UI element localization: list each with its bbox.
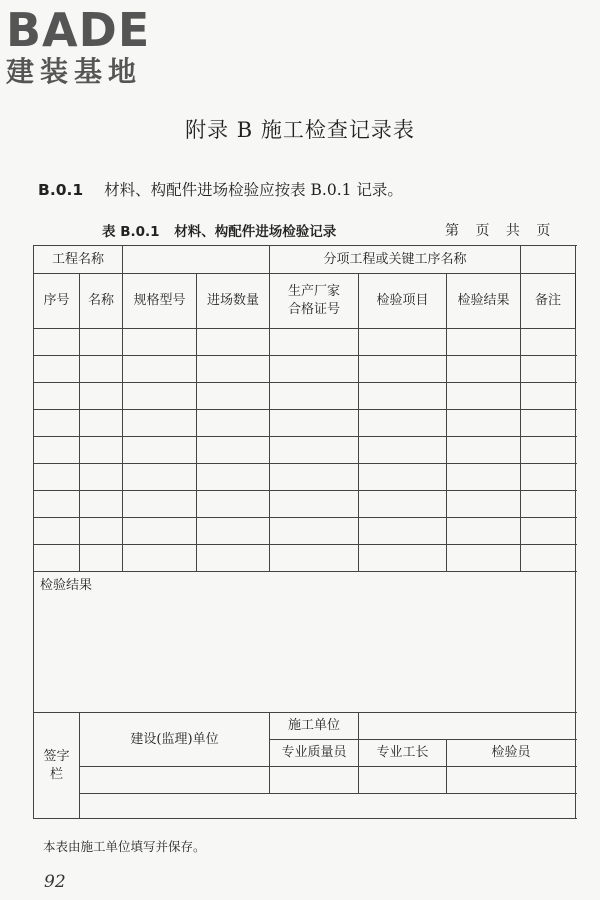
table-cell[interactable]	[521, 437, 576, 464]
table-cell[interactable]	[123, 491, 197, 518]
table-cell[interactable]	[359, 518, 447, 545]
table-cell[interactable]	[80, 437, 123, 464]
clause-paragraph	[38, 178, 403, 200]
signature-row-4	[34, 794, 576, 819]
table-cell[interactable]	[359, 491, 447, 518]
table-cell[interactable]	[123, 545, 197, 572]
project-name-field[interactable]	[123, 246, 270, 274]
table-cell[interactable]	[80, 383, 123, 410]
table-row	[34, 383, 576, 410]
table-cell[interactable]	[270, 518, 359, 545]
header-inspection-item: 检验项目	[359, 274, 447, 329]
logo-subtext: 建装基地	[6, 55, 143, 88]
table-cell[interactable]	[521, 464, 576, 491]
foreman-signature[interactable]	[359, 767, 447, 794]
table-cell[interactable]	[521, 329, 576, 356]
table-cell[interactable]	[80, 329, 123, 356]
table-row	[34, 518, 576, 545]
table-cell[interactable]	[123, 464, 197, 491]
table-row	[34, 464, 576, 491]
signature-date-field[interactable]	[80, 794, 576, 819]
table-cell[interactable]	[34, 545, 80, 572]
table-cell[interactable]	[270, 329, 359, 356]
table-cell[interactable]	[80, 518, 123, 545]
table-cell[interactable]	[34, 356, 80, 383]
bade-logo	[6, 3, 176, 88]
inspection-result-field[interactable]	[34, 572, 576, 713]
clause-number: B.0.1	[38, 181, 84, 199]
table-cell[interactable]	[270, 383, 359, 410]
table-cell[interactable]	[521, 491, 576, 518]
table-cell[interactable]	[447, 383, 521, 410]
signature-label-line2: 栏	[49, 766, 63, 782]
header-remarks: 备注	[521, 274, 576, 329]
table-cell[interactable]	[80, 545, 123, 572]
table-row	[34, 491, 576, 518]
table-cell[interactable]	[447, 410, 521, 437]
table-caption	[102, 220, 336, 240]
signature-label-line1: 签字	[43, 748, 70, 764]
construction-unit-signature[interactable]	[80, 767, 270, 794]
header-manufacturer-line1: 生产厂家	[288, 284, 341, 299]
table-cell[interactable]	[447, 491, 521, 518]
table-cell[interactable]	[447, 518, 521, 545]
table-cell[interactable]	[447, 329, 521, 356]
signature-label	[34, 713, 80, 819]
table-cell[interactable]	[359, 464, 447, 491]
table-cell[interactable]	[34, 329, 80, 356]
table-caption-label: 表 B.0.1	[102, 224, 160, 240]
table-cell[interactable]	[521, 383, 576, 410]
table-cell[interactable]	[447, 356, 521, 383]
table-cell[interactable]	[197, 545, 270, 572]
signature-row-3	[34, 767, 576, 794]
table-cell[interactable]	[447, 464, 521, 491]
footnote: 本表由施工单位填写并保存。	[43, 839, 206, 854]
table-cell[interactable]	[197, 437, 270, 464]
header-quantity: 进场数量	[197, 274, 270, 329]
table-cell[interactable]	[447, 545, 521, 572]
table-cell[interactable]	[359, 383, 447, 410]
table-row	[34, 545, 576, 572]
inspection-result-row	[34, 572, 576, 713]
header-manufacturer	[270, 274, 359, 329]
inspection-result-label: 检验结果	[40, 578, 93, 593]
table-cell[interactable]	[80, 410, 123, 437]
table-row	[34, 437, 576, 464]
inspector-signature[interactable]	[447, 767, 576, 794]
project-name-label: 工程名称	[34, 246, 123, 274]
table-cell[interactable]	[359, 545, 447, 572]
table-cell[interactable]	[359, 437, 447, 464]
contractor-unit-label: 施工单位	[270, 713, 359, 740]
table-cell[interactable]	[521, 356, 576, 383]
inspection-record-table	[33, 245, 576, 819]
table-cell[interactable]	[359, 410, 447, 437]
table-cell[interactable]	[123, 329, 197, 356]
table-cell[interactable]	[197, 383, 270, 410]
table-cell[interactable]	[80, 464, 123, 491]
project-row	[34, 246, 576, 274]
table-cell[interactable]	[270, 410, 359, 437]
header-spec: 规格型号	[123, 274, 197, 329]
inspector-label: 检验员	[447, 740, 576, 767]
table-row	[34, 356, 576, 383]
table-cell[interactable]	[197, 518, 270, 545]
table-cell[interactable]	[270, 437, 359, 464]
quality-officer-signature[interactable]	[270, 767, 359, 794]
table-cell[interactable]	[197, 329, 270, 356]
page-number: 92	[44, 872, 66, 892]
construction-unit-label: 建设(监理)单位	[80, 713, 270, 767]
table-cell[interactable]	[197, 491, 270, 518]
subitem-label: 分项工程或关键工序名称	[270, 246, 521, 274]
logo-text: BADE	[6, 3, 151, 57]
table-cell[interactable]	[80, 491, 123, 518]
data-rows	[34, 329, 576, 572]
table-cell[interactable]	[270, 545, 359, 572]
table-cell[interactable]	[447, 437, 521, 464]
header-name: 名称	[80, 274, 123, 329]
table-caption-title: 材料、构配件进场检验记录	[174, 224, 337, 240]
table-cell[interactable]	[34, 491, 80, 518]
header-inspection-result: 检验结果	[447, 274, 521, 329]
signature-row-1	[34, 713, 576, 740]
table-cell[interactable]	[197, 464, 270, 491]
header-manufacturer-line2: 合格证号	[288, 302, 341, 317]
table-cell[interactable]	[270, 464, 359, 491]
clause-text: 材料、构配件进场检验应按表 B.0.1 记录。	[104, 181, 403, 199]
subitem-field[interactable]	[521, 246, 576, 274]
table-cell[interactable]	[359, 329, 447, 356]
header-seq: 序号	[34, 274, 80, 329]
table-cell[interactable]	[521, 545, 576, 572]
table-cell[interactable]	[34, 383, 80, 410]
table-cell[interactable]	[123, 437, 197, 464]
table-cell[interactable]	[521, 410, 576, 437]
quality-officer-label: 专业质量员	[270, 740, 359, 767]
table-cell[interactable]	[197, 356, 270, 383]
table-cell[interactable]	[270, 491, 359, 518]
table-cell[interactable]	[123, 356, 197, 383]
table-row	[34, 329, 576, 356]
table-row	[34, 410, 576, 437]
table-cell[interactable]	[34, 518, 80, 545]
contractor-unit-field[interactable]	[359, 713, 576, 740]
table-cell[interactable]	[34, 410, 80, 437]
table-cell[interactable]	[197, 410, 270, 437]
table-cell[interactable]	[359, 356, 447, 383]
table-cell[interactable]	[123, 410, 197, 437]
column-header-row	[34, 274, 576, 329]
table-cell[interactable]	[34, 464, 80, 491]
table-cell[interactable]	[123, 383, 197, 410]
foreman-label: 专业工长	[359, 740, 447, 767]
appendix-title: 附录 B 施工检查记录表	[185, 118, 415, 142]
table-cell[interactable]	[34, 437, 80, 464]
table-cell[interactable]	[270, 356, 359, 383]
page-of-counter: 第 页 共 页	[445, 223, 551, 239]
table-cell[interactable]	[80, 356, 123, 383]
table-cell[interactable]	[123, 518, 197, 545]
table-cell[interactable]	[521, 518, 576, 545]
